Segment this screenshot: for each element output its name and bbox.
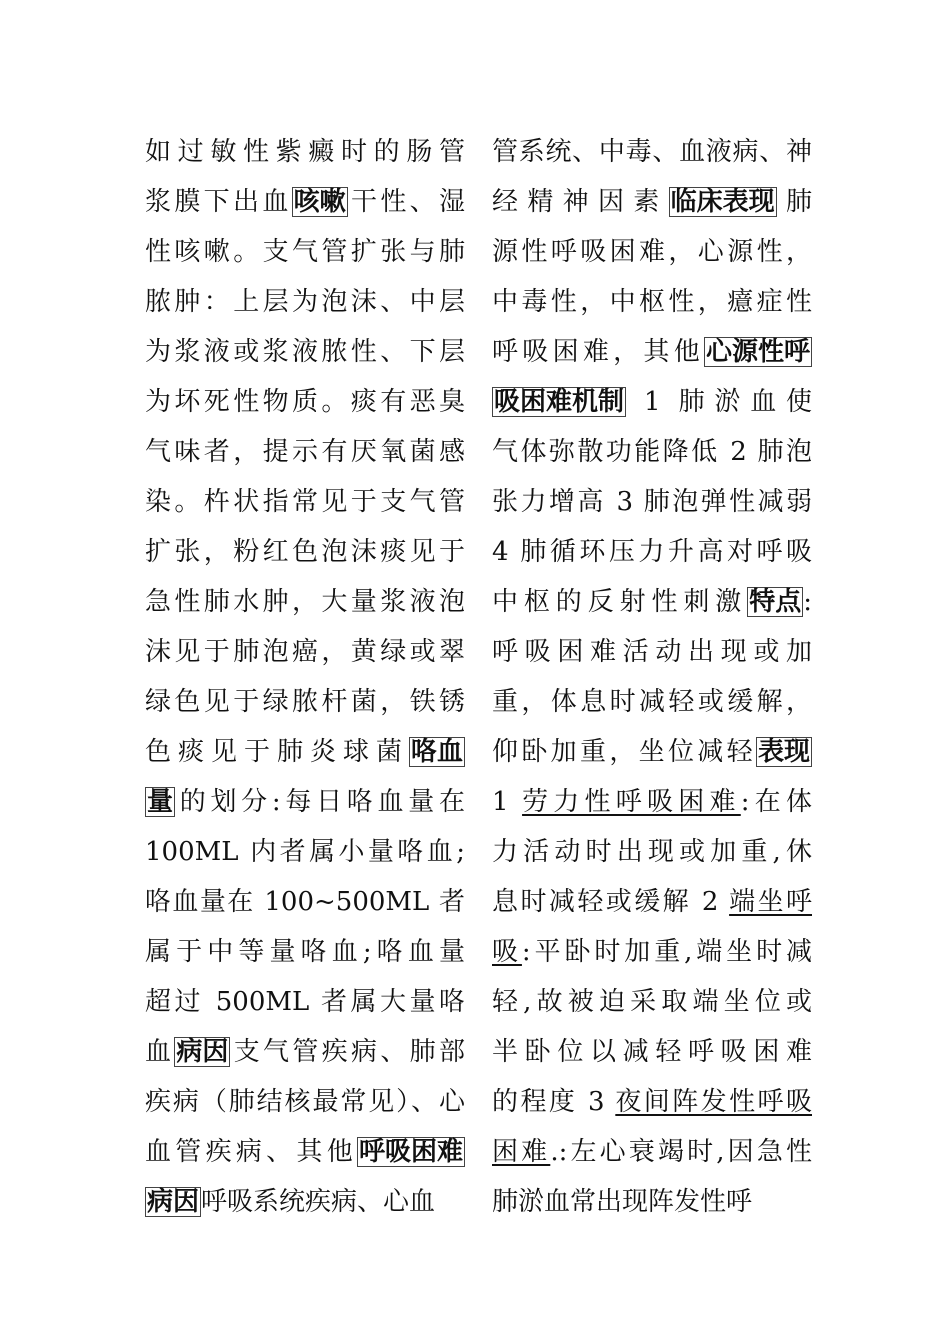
text-run: 轻,故被迫采取端坐位或: [492, 987, 812, 1017]
text-line: [492, 927, 812, 977]
text-run: 张力增高 3 肺泡弹性减弱: [492, 487, 812, 517]
text-line: [145, 877, 465, 927]
section-heading: 咳嗽: [293, 187, 346, 217]
text-run: :在体: [740, 787, 812, 817]
text-line: [145, 777, 465, 827]
text-line: [145, 1077, 465, 1127]
section-heading: 量: [147, 787, 174, 817]
section-heading: 表现: [757, 737, 810, 767]
text-line: [145, 577, 465, 627]
text-run: 超过 500ML 者属大量咯: [145, 987, 465, 1017]
text-line: [492, 227, 812, 277]
text-run: 绿色见于绿脓杆菌，铁锈: [145, 687, 465, 717]
text-line: [492, 977, 812, 1027]
text-run: 肺: [776, 187, 812, 217]
text-run: 血: [145, 1037, 175, 1067]
text-line: [492, 677, 812, 727]
text-line: [145, 377, 465, 427]
text-run: 的划分:每日咯血量在: [175, 787, 465, 817]
underlined-term: 劳力性呼吸困难: [522, 787, 741, 817]
text-line: [145, 927, 465, 977]
text-run: 血管疾病、其他: [145, 1137, 357, 1167]
text-run: 气体弥散功能降低 2 肺泡: [492, 437, 812, 467]
text-run: 急性肺水肿，大量浆液泡: [145, 587, 465, 617]
text-line: [145, 327, 465, 377]
section-heading: 临床表现: [670, 187, 775, 217]
text-line: [145, 177, 465, 227]
text-run: 1: [492, 787, 523, 817]
text-run: 呼吸系统疾病、心血: [201, 1187, 436, 1217]
text-line: [492, 277, 812, 327]
text-run: 仰卧加重，坐位减轻: [492, 737, 756, 767]
section-heading: 心源性呼: [705, 337, 810, 367]
text-line: [145, 1027, 465, 1077]
underlined-term: 端坐呼: [729, 887, 812, 917]
text-run: 色痰见于肺炎球菌: [145, 737, 409, 767]
text-run: 性咳嗽。支气管扩张与肺: [145, 237, 465, 267]
text-line: [145, 477, 465, 527]
text-run: 源性呼吸困难，心源性，: [492, 237, 812, 267]
text-line: [145, 277, 465, 327]
underlined-term: 困难: [492, 1137, 551, 1167]
text-run: 浆膜下出血: [145, 187, 292, 217]
text-run: 呼吸困难，其他: [492, 337, 704, 367]
text-run: 息时减轻或缓解 2: [492, 887, 730, 917]
text-line: [492, 1127, 812, 1177]
text-run: 沫见于肺泡癌，黄绿或翠: [145, 637, 465, 667]
text-run: 中毒性，中枢性，癔症性: [492, 287, 812, 317]
text-run: 的程度 3: [492, 1087, 616, 1117]
section-heading: 特点: [749, 587, 802, 617]
text-line: [492, 777, 812, 827]
text-line: [492, 177, 812, 227]
text-line: [492, 1177, 812, 1227]
section-heading: 呼吸困难: [358, 1137, 463, 1167]
text-line: [145, 227, 465, 277]
text-line: [492, 827, 812, 877]
text-run: 半卧位以减轻呼吸困难: [492, 1037, 812, 1067]
text-run: 气味者，提示有厌氧菌感: [145, 437, 465, 467]
text-run: 为坏死性物质。痰有恶臭: [145, 387, 465, 417]
text-run: 4 肺循环压力升高对呼吸: [492, 537, 812, 567]
text-run: .:左心衰竭时,因急性: [550, 1137, 812, 1167]
text-line: [492, 627, 812, 677]
text-run: :: [803, 587, 812, 617]
section-heading: 吸困难机制: [494, 387, 625, 417]
text-line: [492, 1077, 812, 1127]
text-run: 经精神因素: [492, 187, 669, 217]
text-run: 如过敏性紫癜时的肠管: [145, 137, 465, 167]
text-line: [145, 1177, 465, 1227]
text-line: [145, 127, 465, 177]
text-line: [492, 877, 812, 927]
text-run: 肺淤血常出现阵发性呼: [492, 1187, 753, 1217]
text-line: [145, 627, 465, 677]
text-line: [492, 127, 812, 177]
text-line: [145, 727, 465, 777]
text-run: 干性、湿: [347, 187, 465, 217]
text-line: [145, 1127, 465, 1177]
text-run: 重，体息时减轻或缓解，: [492, 687, 812, 717]
right-text-column: [492, 127, 812, 1227]
text-line: [492, 577, 812, 627]
section-heading: 病因: [147, 1187, 200, 1217]
section-heading: 病因: [176, 1037, 229, 1067]
text-run: 力活动时出现或加重,休: [492, 837, 812, 867]
text-line: [492, 1027, 812, 1077]
text-line: [492, 527, 812, 577]
text-run: 中枢的反射性刺激: [492, 587, 748, 617]
text-run: 为浆液或浆液脓性、下层: [145, 337, 465, 367]
text-run: 扩张，粉红色泡沫痰见于: [145, 537, 465, 567]
text-run: 咯血量在 100~500ML 者: [145, 887, 465, 917]
text-line: [492, 427, 812, 477]
section-heading: 咯血: [410, 737, 463, 767]
text-run: 属于中等量咯血;咯血量: [145, 937, 465, 967]
underlined-term: 吸: [492, 937, 522, 967]
text-run: 疾病（肺结核最常见）、心: [145, 1087, 465, 1117]
text-line: [145, 527, 465, 577]
text-run: :平卧时加重,端坐时减: [521, 937, 812, 967]
text-line: [145, 977, 465, 1027]
text-run: 管系统、中毒、血液病、神: [492, 137, 812, 167]
text-line: [145, 427, 465, 477]
text-line: [492, 727, 812, 777]
text-run: 1 肺淤血使: [626, 387, 812, 417]
text-run: 支气管疾病、肺部: [230, 1037, 465, 1067]
underlined-term: 夜间阵发性呼吸: [615, 1087, 812, 1117]
text-line: [492, 477, 812, 527]
text-run: 染。杵状指常见于支气管: [145, 487, 465, 517]
text-line: [492, 377, 812, 427]
text-line: [145, 827, 465, 877]
text-run: 脓肿：上层为泡沫、中层: [145, 287, 465, 317]
text-run: 呼吸困难活动出现或加: [492, 637, 812, 667]
left-text-column: [145, 127, 465, 1227]
text-line: [145, 677, 465, 727]
text-run: 100ML 内者属小量咯血;: [145, 837, 465, 867]
text-line: [492, 327, 812, 377]
